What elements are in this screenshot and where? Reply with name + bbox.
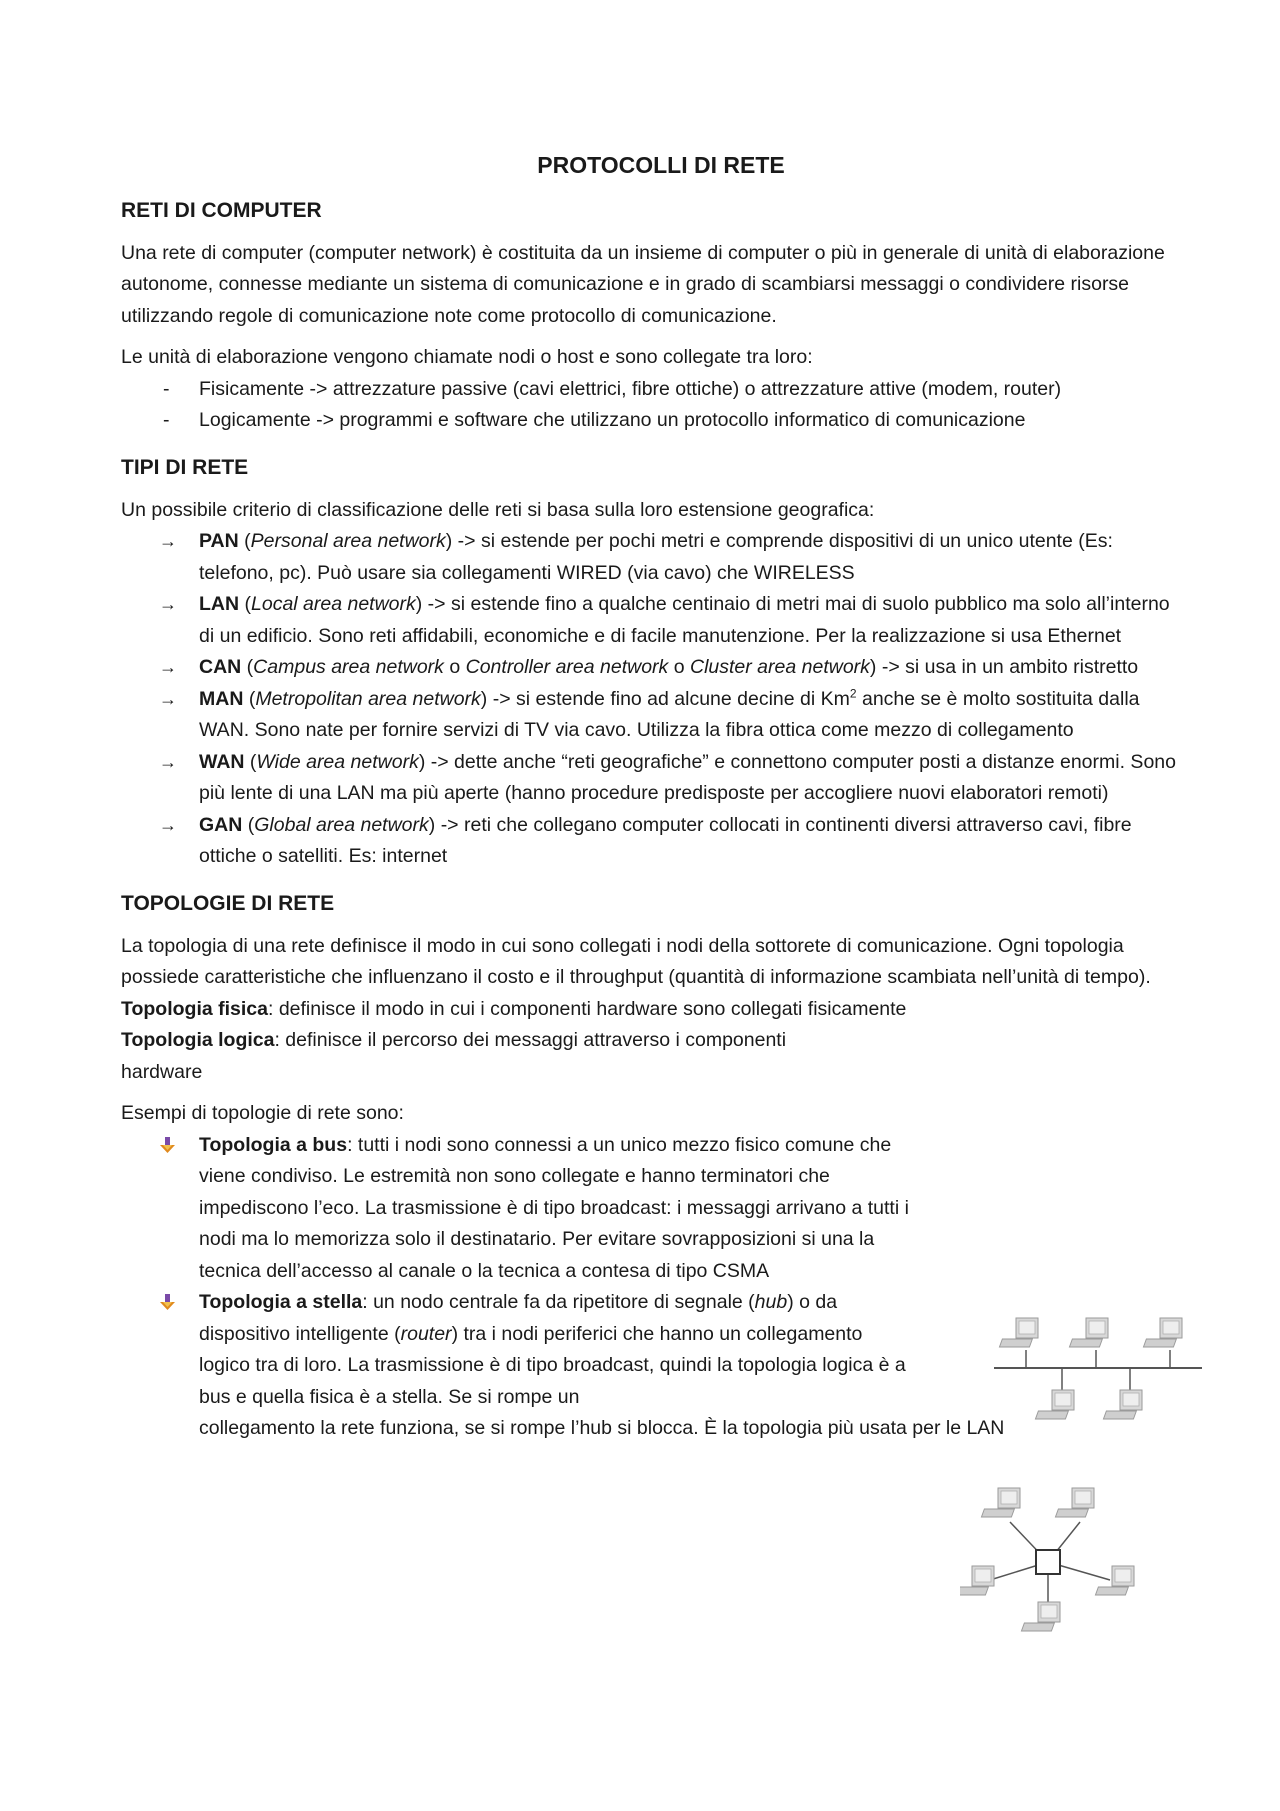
- term-full: Campus area network: [253, 656, 444, 678]
- term-full: Personal area network: [250, 530, 446, 552]
- term-desc: ) o da dispositivo intelligente (: [199, 1291, 838, 1345]
- document-body: [121, 150, 1181, 1445]
- term-full: Local area network: [251, 593, 416, 615]
- network-types-list: [121, 526, 1181, 873]
- arrow-icon: →: [159, 531, 177, 551]
- down-arrow-bullet-icon: [159, 1293, 177, 1311]
- term-logical: Topologia logica: [121, 1029, 275, 1051]
- term-lan: LAN: [199, 593, 240, 615]
- term-full: Global area network: [254, 813, 429, 836]
- star-node-5: [1021, 1602, 1060, 1631]
- term-star: Topologia a stella: [199, 1291, 363, 1313]
- superscript: 2: [849, 686, 857, 700]
- dash-marker: -: [163, 409, 170, 431]
- arrow-icon: →: [159, 814, 177, 835]
- topology-examples-list: [121, 1130, 971, 1414]
- star-node-1: [981, 1488, 1020, 1517]
- term-can: CAN: [199, 656, 242, 678]
- term-man: MAN: [199, 687, 244, 710]
- list-item-gan: → GAN (Global area network) -> reti che collegano computer collocati in continenti diversi attraverso cavi, fibre ottiche o satelliti. Es: internet: [121, 810, 1181, 873]
- term-desc: anche se è molto sostituita dalla WAN. Sono nate per fornire servizi di TV via cavo. Utilizza la fibra ottica come mezzo di collegamento: [199, 687, 1140, 741]
- down-arrow-bullet-icon: [159, 1136, 177, 1154]
- arrow-icon: →: [159, 657, 177, 677]
- examples-intro: Esempi di topologie di rete sono:: [121, 1102, 404, 1124]
- term-bus: Topologia a bus: [199, 1133, 348, 1156]
- arrow-icon: →: [159, 751, 177, 772]
- term-desc: ) -> reti che collegano computer collocati in continenti diversi attraverso cavi, fibre ottiche o satelliti. Es: internet: [199, 813, 1132, 867]
- list-item: [121, 374, 1181, 406]
- star-node-3: [960, 1566, 994, 1595]
- star-topology-diagram: [960, 1480, 1150, 1650]
- section-heading-tipi: TIPI DI RETE: [121, 455, 249, 479]
- star-node-2: [1055, 1488, 1094, 1517]
- list-item-text: Fisicamente -> attrezzature passive (cavi elettrici, fibre ottiche) o attrezzature attive (modem, router): [199, 377, 1062, 400]
- term-desc: : definisce il modo in cui i componenti hardware sono collegati fisicamente: [267, 997, 907, 1020]
- paragraph-topology: La topologia di una rete definisce il modo in cui sono collegati i nodi della sottorete di comunicazione. Ogni topologia possiede caratteristiche che influenzano il costo e il throughput (quantità di informazione scambiata nell’unità di tempo).: [121, 934, 1151, 988]
- term-desc: : definisce il percorso dei messaggi attraverso i componenti hardware: [121, 1029, 787, 1083]
- list-item-can: → CAN (Campus area network o Controller area network o Cluster area network) -> si usa in un ambito ristretto: [121, 652, 1181, 684]
- term-pan: PAN: [199, 530, 239, 552]
- paragraph-classification: Un possibile criterio di classificazione delle reti si basa sulla loro estensione geografica:: [121, 498, 875, 521]
- term-desc: : tutti i nodi sono connessi a un unico mezzo fisico comune che viene condiviso. Le estremità non sono collegate e hanno terminatori che impediscono l’eco. La trasmissione è di tipo broadcast: i messaggi arrivano a tutti i nodi ma lo memorizza solo il destinatario. Per evitare sovrapposizioni si una la tecnica dell’accesso al canale o la tecnica a contesa di tipo CSMA: [199, 1133, 909, 1282]
- list-item-text: Logicamente -> programmi e software che utilizzano un protocollo informatico di comunicazione: [199, 409, 1026, 431]
- physical-topology-def: [121, 994, 1181, 1026]
- section-heading-reti: RETI DI COMPUTER: [121, 198, 322, 222]
- term-or: o: [668, 656, 690, 678]
- term-wan: WAN: [199, 750, 245, 773]
- star-hub: [1036, 1550, 1060, 1574]
- term-or: o: [443, 656, 466, 678]
- dash-marker: -: [163, 377, 170, 400]
- star-node-4: [1095, 1566, 1134, 1595]
- term-desc: ) tra i nodi periferici che hanno un collegamento logico tra di loro. La trasmissione è di tipo broadcast, quindi la topologia logica è a bus e quella fisica è a stella. Se si rompe un: [199, 1322, 906, 1408]
- paragraph-nodes: Le unità di elaborazione vengono chiamate nodi o host e sono collegate tra loro:: [121, 346, 813, 368]
- term-desc: ) -> si usa in un ambito ristretto: [869, 656, 1139, 678]
- term-full: Controller area network: [465, 656, 669, 678]
- term-desc: ) -> si estende fino a qualche centinaio di metri mai di suolo pubblico ma solo all’interno di un edificio. Sono reti affidabili, economiche e di facile manutenzione. Per la realizzazione si usa Ethernet: [199, 593, 1170, 647]
- term-full: Wide area network: [256, 750, 419, 773]
- term-gan: GAN: [199, 813, 243, 836]
- section-heading-topologie: TOPOLOGIE DI RETE: [121, 891, 335, 915]
- term-desc: : un nodo centrale fa da ripetitore di segnale (: [362, 1291, 755, 1313]
- list-item-lan: → LAN (Local area network) -> si estende fino a qualche centinaio di metri mai di suolo pubblico ma solo all’interno di un edificio. Sono reti affidabili, economiche e di facile manutenzione. Per la realizzazione si usa Ethernet: [121, 589, 1181, 652]
- term-router: router: [400, 1322, 452, 1345]
- term-hub: hub: [754, 1291, 788, 1313]
- list-item-star: [121, 1287, 914, 1413]
- arrow-icon: →: [159, 594, 177, 614]
- paragraph-definition: Una rete di computer (computer network) è costituita da un insieme di computer o più in generale di unità di elaborazione autonome, connesse mediante un sistema di comunicazione e in grado di scambiarsi messaggi o condividere risorse utilizzando regole di comunicazione note come protocollo di comunicazione.: [121, 241, 1165, 327]
- term-full: Metropolitan area network: [255, 687, 481, 710]
- star-last-line: collegamento la rete funziona, se si rompe l’hub si blocca. È la topologia più usata per le LAN: [199, 1417, 1005, 1439]
- term-desc: ) -> si estende per pochi metri e comprende dispositivi di un unico utente (Es: telefono, pc). Può usare sia collegamenti WIRED (via cavo) che WIRELESS: [199, 530, 1113, 584]
- term-full: Cluster area network: [690, 656, 870, 678]
- connection-list: [121, 374, 1181, 437]
- list-item-bus: [121, 1130, 914, 1288]
- logical-topology-def: [121, 1025, 861, 1088]
- list-item-man: → MAN (Metropolitan area network) -> si estende fino ad alcune decine di Km$^2$ anche se è molto sostituita dalla WAN. Sono nate per fornire servizi di TV via cavo. Utilizza la fibra ottica come mezzo di collegamento: [121, 684, 1181, 747]
- term-desc: ) -> si estende fino ad alcune decine di Km: [480, 687, 850, 710]
- list-item-pan: → PAN (Personal area network) -> si estende per pochi metri e comprende dispositivi di un unico utente (Es: telefono, pc). Può usare sia collegamenti WIRED (via cavo) che WIRELESS: [121, 526, 1181, 589]
- arrow-icon: →: [159, 688, 177, 709]
- list-item: [121, 405, 1181, 437]
- list-item-wan: → WAN (Wide area network) -> dette anche “reti geografiche” e connettono computer posti a distanze enormi. Sono più lente di una LAN ma più aperte (hanno procedure predisposte per accogliere nuovi elaboratori remoti): [121, 747, 1181, 810]
- page-title: PROTOCOLLI DI RETE: [537, 152, 785, 178]
- term-desc: ) -> dette anche “reti geografiche” e connettono computer posti a distanze enormi. Sono più lente di una LAN ma più aperte (hanno procedure predisposte per accogliere nuovi elaboratori remoti): [199, 750, 1176, 804]
- term-physical: Topologia fisica: [121, 997, 268, 1020]
